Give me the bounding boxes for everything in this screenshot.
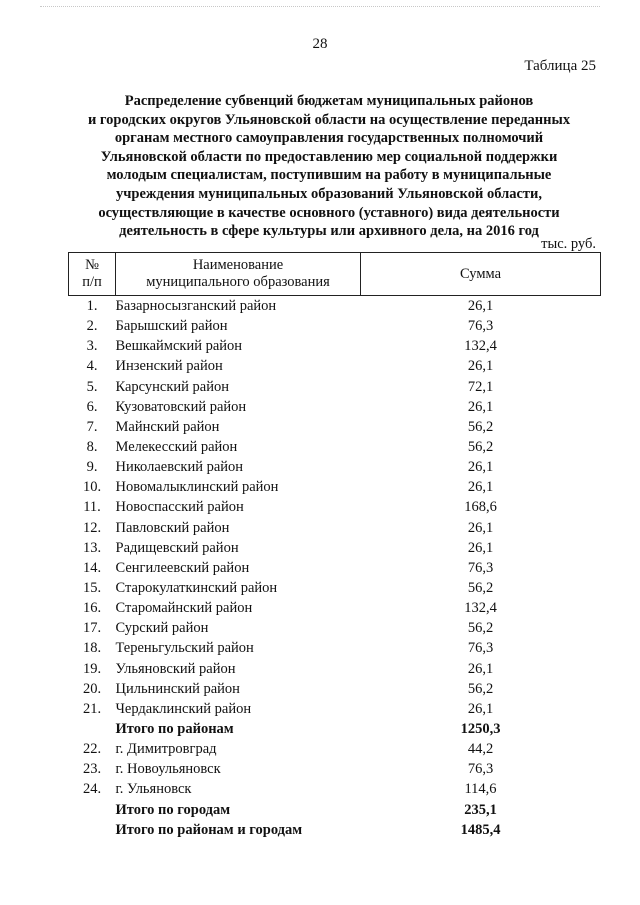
row-name: Сурский район: [115, 620, 209, 637]
subvention-table: [68, 252, 601, 840]
row-number: 14.: [82, 559, 102, 576]
table-row: [69, 518, 601, 538]
table-total-row: [69, 800, 601, 820]
row-name: Новоспасский район: [115, 499, 244, 516]
table-row: [69, 457, 601, 477]
row-name: Вешкаймский район: [115, 338, 243, 355]
row-sum: 26,1: [467, 700, 494, 717]
row-name: г. Ульяновск: [115, 781, 192, 798]
table-row: [69, 336, 601, 356]
row-number: 1.: [86, 298, 98, 315]
row-number: 20.: [82, 680, 102, 697]
row-name: Цильнинский район: [115, 680, 240, 697]
row-number: [69, 719, 116, 739]
row-name: Итого по городам: [115, 801, 231, 818]
row-sum: 56,2: [467, 580, 494, 597]
row-name: г. Димитровград: [115, 741, 217, 758]
row-sum: 26,1: [467, 479, 494, 496]
table-row: [69, 356, 601, 376]
row-number: 8.: [86, 439, 98, 456]
row-name: Барышский район: [115, 318, 228, 335]
row-sum: 168,6: [464, 499, 497, 516]
row-number: 15.: [82, 580, 102, 597]
header-number-line1: №: [85, 257, 99, 273]
row-number: [69, 820, 116, 840]
table-row: [69, 638, 601, 658]
row-number: 18.: [82, 640, 102, 657]
table-label: Таблица 25: [524, 58, 596, 74]
title-line: осуществляющие в качестве основного (уставного) вида деятельности: [98, 204, 560, 221]
row-sum: 76,3: [467, 559, 494, 576]
row-name: Итого по районам и городам: [115, 821, 303, 838]
table-row: [69, 316, 601, 336]
title-line: молодым специалистам, поступившим на работу в муниципальные: [106, 167, 552, 184]
row-number: 4.: [86, 358, 98, 375]
page-number: 28: [312, 36, 328, 52]
row-name: Мелекесский район: [115, 439, 238, 456]
table-row: [69, 296, 601, 317]
row-name: Карсунский район: [115, 378, 230, 395]
header-number-line2: п/п: [82, 274, 102, 290]
row-name: Инзенский район: [115, 358, 223, 375]
row-name: Итого по районам: [115, 721, 234, 738]
row-name: Сенгилеевский район: [115, 559, 250, 576]
row-sum: 44,2: [467, 741, 494, 758]
row-number: 17.: [82, 620, 102, 637]
row-name: Радищевский район: [115, 539, 239, 556]
table-row: [69, 477, 601, 497]
row-sum: 26,1: [467, 358, 494, 375]
table-row: [69, 397, 601, 417]
row-sum: 26,1: [467, 519, 494, 536]
row-number: 9.: [86, 459, 98, 476]
table-row: [69, 679, 601, 699]
row-sum: 56,2: [467, 418, 494, 435]
row-sum: 132,4: [464, 600, 497, 617]
row-sum: 26,1: [467, 459, 494, 476]
table-row: [69, 497, 601, 517]
row-sum: 56,2: [467, 620, 494, 637]
row-number: 16.: [82, 600, 102, 617]
row-sum: 76,3: [467, 318, 494, 335]
row-name: г. Новоульяновск: [115, 761, 221, 778]
row-sum: 76,3: [467, 761, 494, 778]
row-name: Майнский район: [115, 418, 220, 435]
title-line: Распределение субвенций бюджетам муниципальных районов: [124, 93, 534, 109]
table-row: [69, 779, 601, 799]
row-number: 23.: [82, 761, 102, 778]
row-sum: 114,6: [464, 781, 497, 798]
row-sum: 26,1: [467, 298, 494, 315]
row-name: Павловский район: [115, 519, 230, 536]
row-name: Базарносызганский район: [115, 298, 277, 315]
table-total-row: [69, 719, 601, 739]
table-row: [69, 437, 601, 457]
row-sum: 72,1: [467, 378, 494, 395]
table-row: [69, 598, 601, 618]
row-number: 12.: [82, 519, 102, 536]
unit-label: тыс. руб.: [541, 236, 596, 252]
header-sum: Сумма: [361, 253, 601, 296]
row-number: 2.: [86, 318, 98, 335]
row-number: 5.: [86, 378, 98, 395]
table-row: [69, 578, 601, 598]
header-name-line2: муниципального образования: [146, 274, 330, 290]
row-sum: 56,2: [467, 680, 494, 697]
row-sum: 26,1: [467, 398, 494, 415]
row-sum: 1250,3: [460, 721, 501, 738]
table-row: [69, 377, 601, 397]
row-sum: 132,4: [464, 338, 497, 355]
row-number: 24.: [82, 781, 102, 798]
table-row: [69, 759, 601, 779]
row-name: Тереньгульский район: [115, 640, 254, 657]
row-number: 3.: [86, 338, 98, 355]
row-number: 19.: [82, 660, 102, 677]
table-body: [69, 296, 601, 840]
row-sum: 26,1: [467, 539, 494, 556]
title-line: и городских округов Ульяновской области на осуществление переданных: [87, 111, 571, 128]
title-line: органам местного самоуправления государственных полномочий: [114, 130, 544, 147]
header-number: [69, 253, 116, 296]
header-name-line1: Наименование: [192, 257, 284, 273]
row-name: Старомайнский район: [115, 600, 253, 617]
scan-edge-marks: [40, 6, 600, 10]
table-row: [69, 618, 601, 638]
row-sum: 76,3: [467, 640, 494, 657]
table-row: [69, 659, 601, 679]
table-header-row: [69, 253, 601, 296]
table-row: [69, 739, 601, 759]
title-line: учреждения муниципальных образований Ульяновской области,: [115, 185, 543, 202]
row-number: 11.: [83, 499, 101, 516]
row-name: Ульяновский район: [115, 660, 236, 677]
row-name: Николаевский район: [115, 459, 244, 476]
table-row: [69, 417, 601, 437]
title-line: деятельность в сфере культуры или архивного дела, на 2016 год: [119, 223, 539, 240]
table-total-row: [69, 820, 601, 840]
row-number: [69, 800, 116, 820]
row-number: 6.: [86, 398, 98, 415]
document-title: [60, 92, 598, 241]
row-number: 7.: [86, 418, 98, 435]
row-name: Старокулаткинский район: [115, 580, 278, 597]
table-row: [69, 699, 601, 719]
header-name: [116, 253, 361, 296]
row-sum: 26,1: [467, 660, 494, 677]
row-number: 21.: [82, 700, 102, 717]
row-name: Чердаклинский район: [115, 700, 252, 717]
table-row: [69, 538, 601, 558]
row-name: Новомалыклинский район: [115, 479, 279, 496]
row-sum: 56,2: [467, 439, 494, 456]
row-number: 10.: [82, 479, 102, 496]
title-line: Ульяновской области по предоставлению мер социальной поддержки: [100, 148, 558, 165]
row-name: Кузоватовский район: [115, 398, 247, 415]
row-number: 22.: [82, 741, 102, 758]
table-row: [69, 558, 601, 578]
row-sum: 1485,4: [460, 821, 501, 838]
row-sum: 235,1: [464, 801, 497, 818]
row-number: 13.: [82, 539, 102, 556]
